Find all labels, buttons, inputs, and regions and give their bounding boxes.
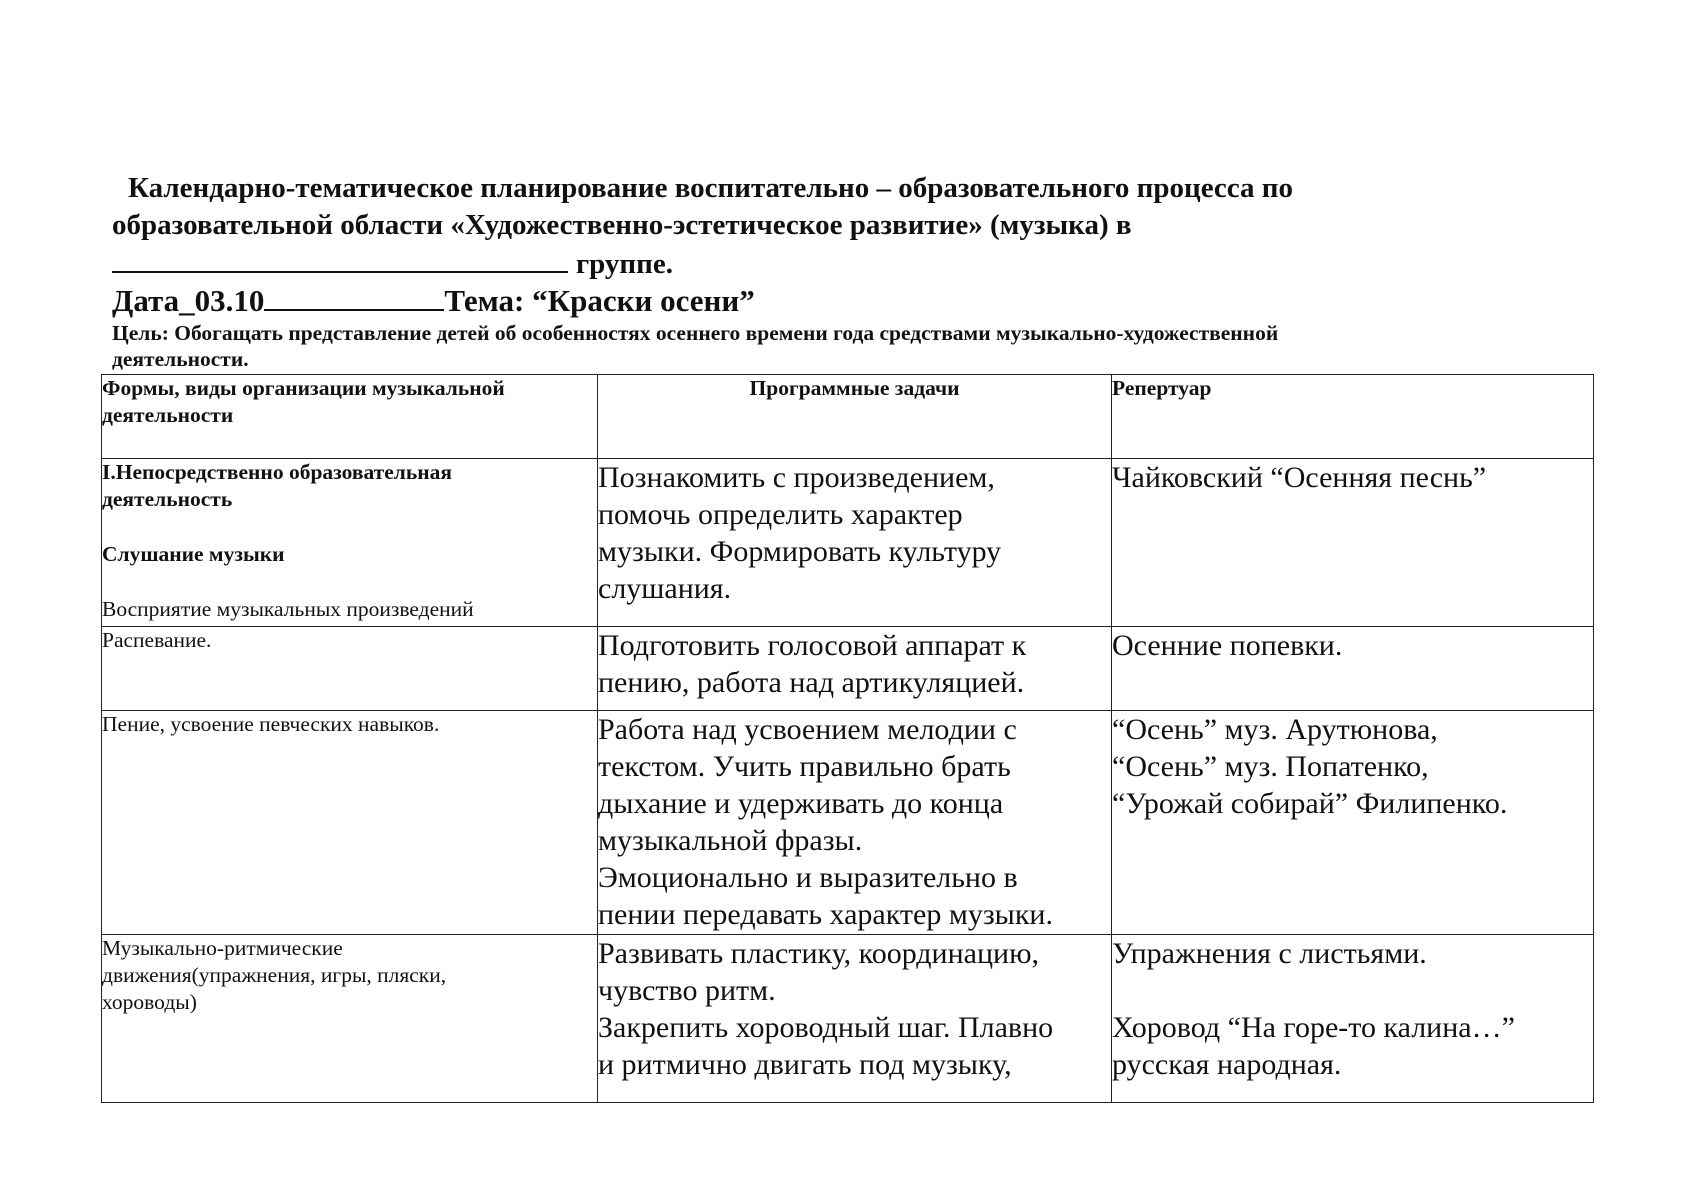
date-theme-line: [112, 283, 755, 319]
row2-task-line: пению, работа над артикуляцией.: [598, 666, 1025, 699]
title-line-2: образовательной области «Художественно-эстетическое развитие» (музыка) в: [112, 209, 1132, 241]
row1-form-perception: Восприятие музыкальных произведений: [102, 597, 474, 621]
table-row: [102, 935, 1594, 1103]
row3-task-line: Работа над усвоением мелодии с: [598, 713, 1017, 746]
row3-task-line: Эмоционально и выразительно в: [598, 861, 1018, 894]
header-forms: [102, 375, 598, 459]
row3-repertoire-line: “Осень” муз. Попатенко,: [1112, 750, 1429, 783]
row2-repertoire: [1112, 627, 1594, 711]
row2-form: Распевание.: [102, 627, 598, 711]
header-forms-line2: деятельности: [102, 403, 234, 427]
row2-task-line: Подготовить голосовой аппарат к: [598, 629, 1027, 662]
row2-repertoire-line: Осенние попевки.: [1112, 629, 1343, 662]
row1-task-line: помочь определить характер: [598, 498, 963, 531]
row1-repertoire: [1112, 459, 1594, 627]
goal-line-1: Цель: Обогащать представление детей об особенностях осеннего времени года средствами музыкально-художественной: [112, 321, 1279, 345]
row3-repertoire-line: “Урожай собирай” Филипенко.: [1112, 787, 1508, 820]
goal-line-2: деятельности.: [112, 347, 249, 371]
row4-repertoire-line: русская народная.: [1112, 1048, 1342, 1081]
row2-tasks: [598, 627, 1112, 711]
header-forms-line1: Формы, виды организации музыкальной: [102, 376, 505, 400]
row4-form-line: хороводы): [102, 990, 197, 1014]
theme-label: Тема: “Краски осени”: [444, 283, 755, 318]
row3-repertoire-line: “Осень” муз. Арутюнова,: [1112, 713, 1438, 746]
row4-form-line: движения(упражнения, игры, пляски,: [102, 963, 447, 987]
row3-repertoire: [1112, 711, 1594, 935]
row4-task-line: и ритмично двигать под музыку,: [598, 1048, 1012, 1081]
goal-text: [112, 320, 1472, 372]
header-repertoire: Репертуар: [1112, 375, 1594, 459]
row3-tasks: [598, 711, 1112, 935]
date-blank-line: [264, 283, 444, 311]
row4-repertoire-line: Упражнения с листьями.: [1112, 937, 1427, 970]
row4-task-line: Развивать пластику, координацию,: [598, 937, 1040, 970]
plan-table: [101, 374, 1594, 1103]
row1-tasks: [598, 459, 1112, 627]
row3-task-line: дыхание и удерживать до конца: [598, 787, 1004, 820]
row1-task-line: Познакомить с произведением,: [598, 461, 995, 494]
table-header-row: [102, 375, 1594, 459]
title-line-3: [112, 244, 1452, 283]
document-title: [112, 170, 1452, 283]
row3-task-line: музыкальной фразы.: [598, 824, 863, 857]
row4-form-line: Музыкально-ритмические: [102, 936, 343, 960]
row1-repertoire-line: Чайковский “Осенняя песнь”: [1112, 461, 1487, 494]
title-line-1: Календарно-тематическое планирование воспитательно – образовательного процесса по: [128, 172, 1293, 204]
row4-task-line: Закрепить хороводный шаг. Плавно: [598, 1011, 1054, 1044]
table-row: [102, 459, 1594, 627]
title-group-word: группе.: [576, 248, 673, 280]
row1-form: [102, 459, 598, 627]
header-tasks: Программные задачи: [598, 375, 1112, 459]
row4-form: [102, 935, 598, 1103]
row1-form-line2: деятельность: [102, 487, 233, 511]
row1-task-line: музыки. Формировать культуру: [598, 535, 1002, 568]
row1-form-line1: I.Непосредственно образовательная: [102, 460, 452, 484]
table-row: [102, 711, 1594, 935]
row4-repertoire: [1112, 935, 1594, 1103]
row1-task-line: слушания.: [598, 572, 732, 605]
row1-form-listening: Слушание музыки: [102, 542, 285, 566]
date-label: Дата_03.10: [112, 283, 265, 318]
group-blank-line: [112, 244, 568, 273]
row3-form: Пение, усвоение певческих навыков.: [102, 711, 598, 935]
row3-task-line: пении передавать характер музыки.: [598, 898, 1053, 931]
row3-task-line: текстом. Учить правильно брать: [598, 750, 1011, 783]
row4-task-line: чувство ритм.: [598, 974, 776, 1007]
row4-tasks: [598, 935, 1112, 1103]
table-row: [102, 627, 1594, 711]
row4-repertoire-line: Хоровод “На горе-то калина…”: [1112, 1011, 1515, 1044]
